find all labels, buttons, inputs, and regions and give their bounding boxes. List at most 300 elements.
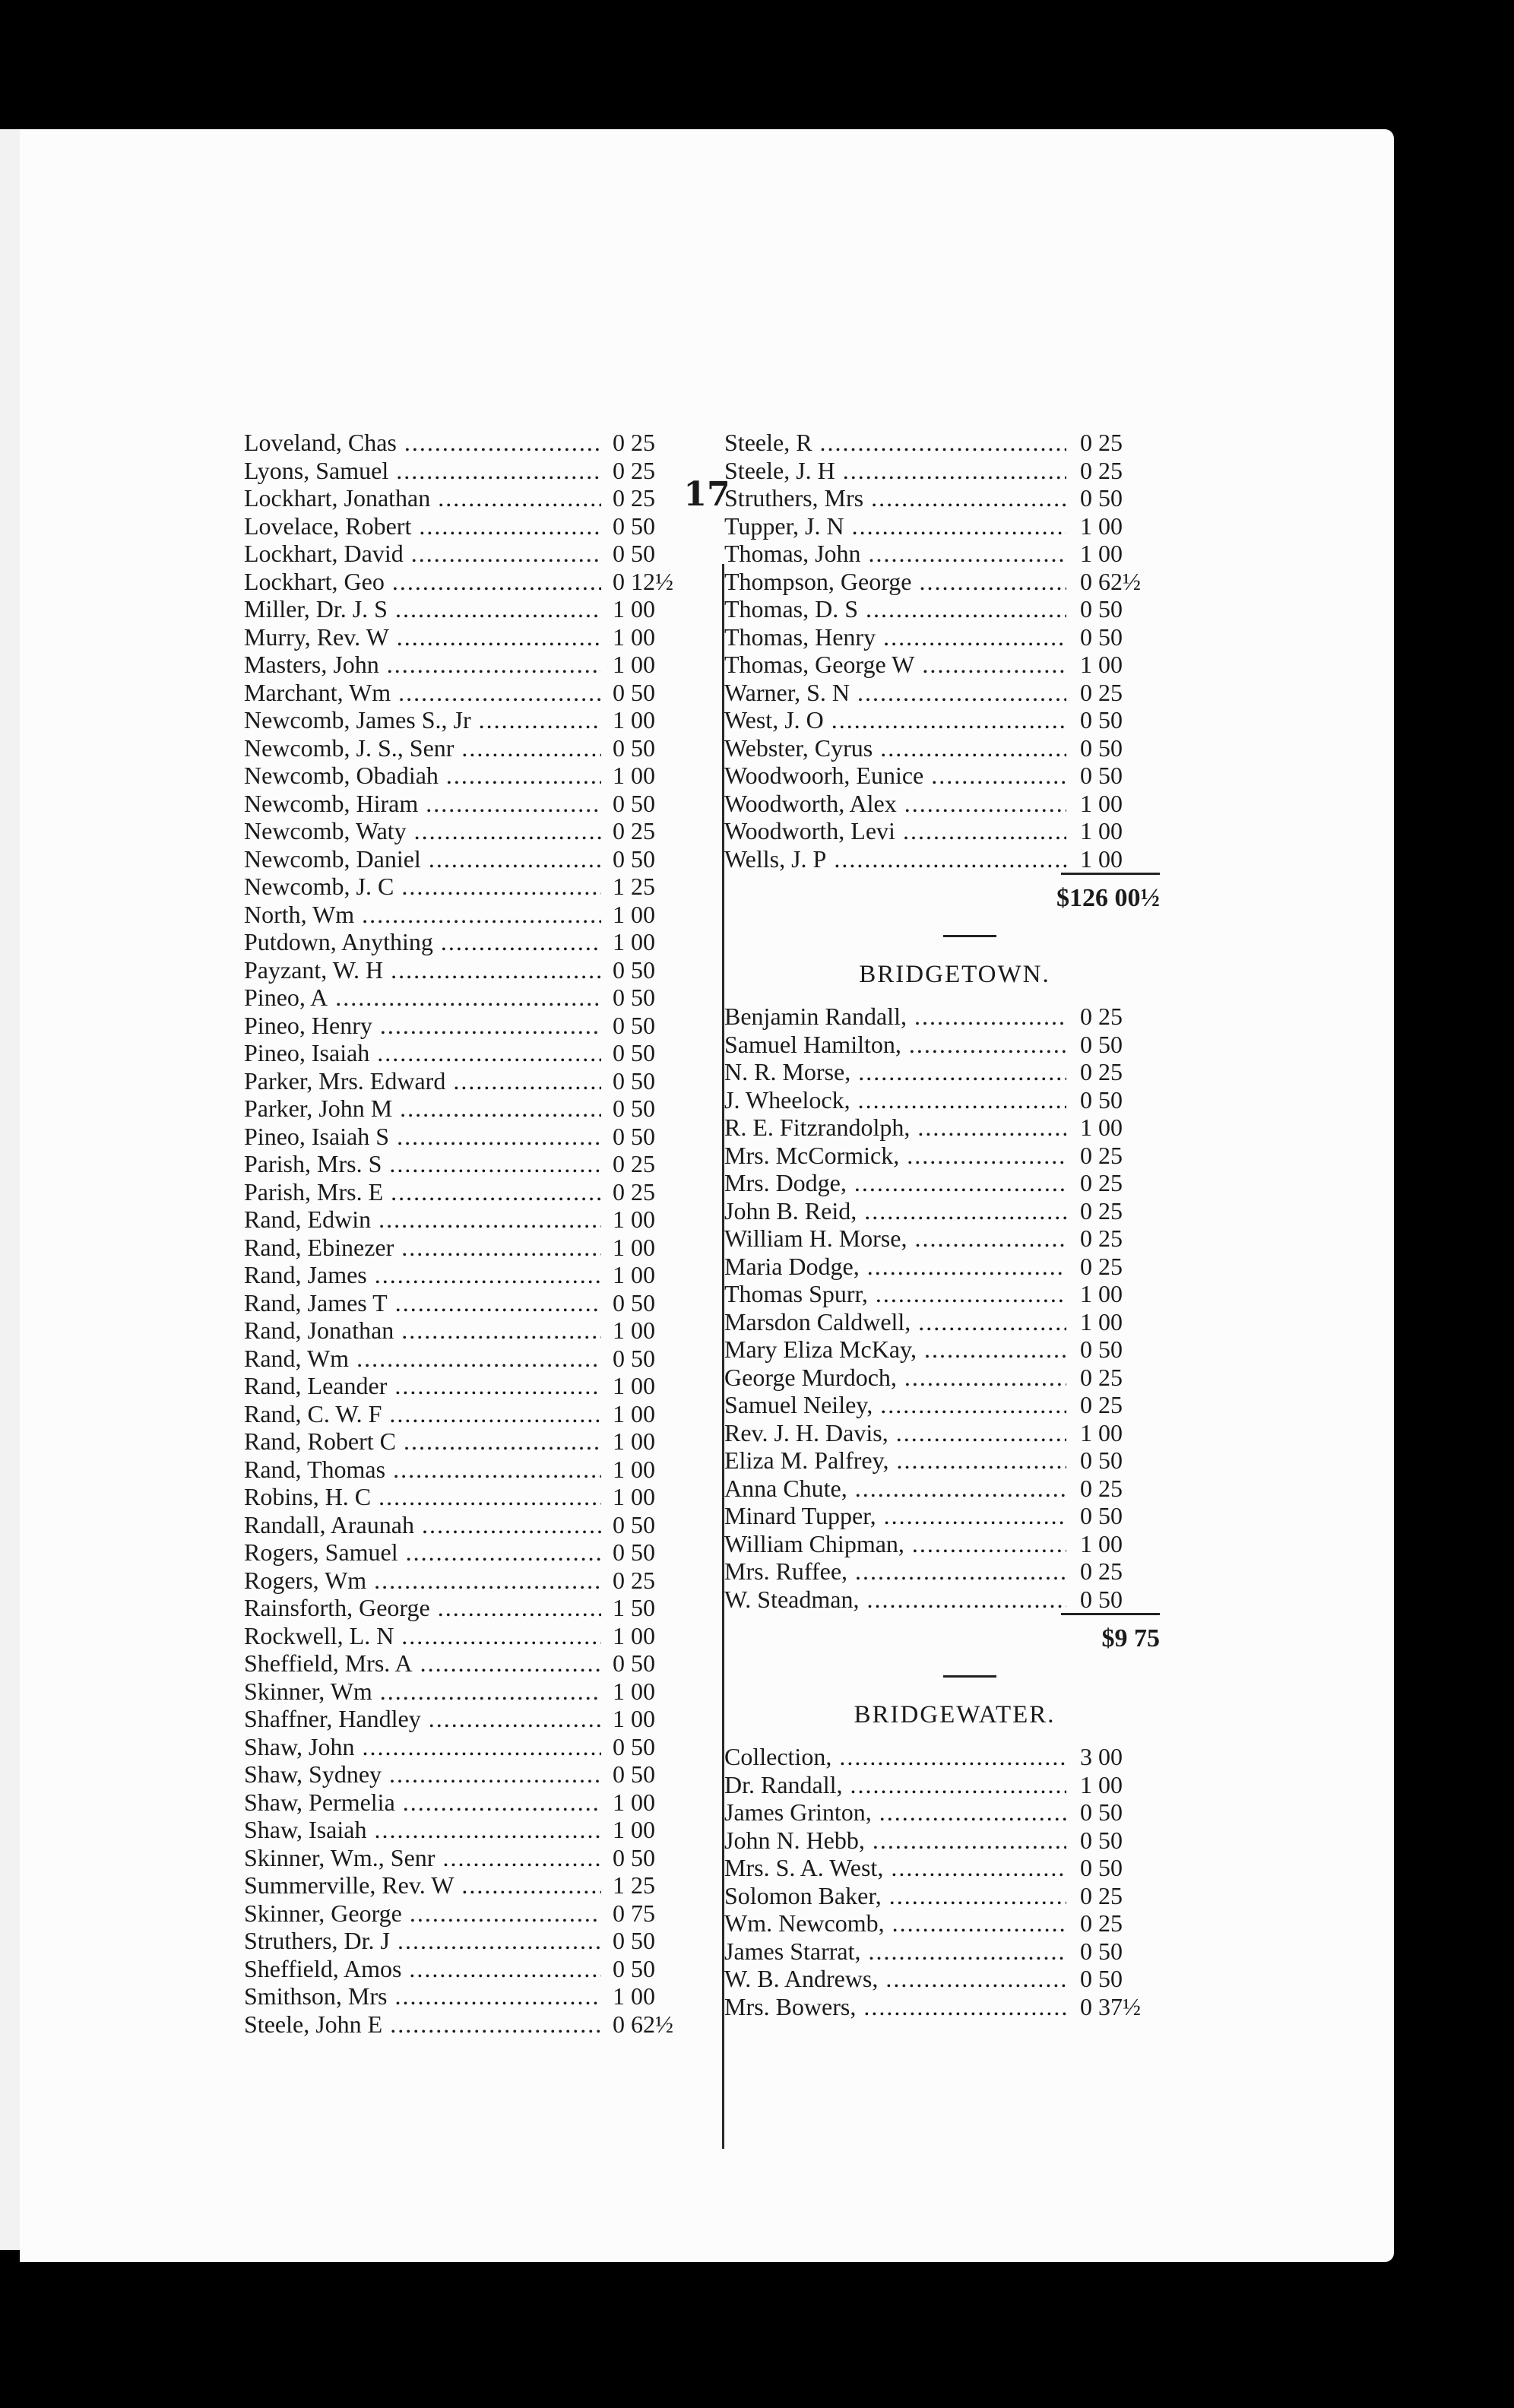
subscriber-row (244, 1289, 692, 1317)
subscription-amount: 1 00 (613, 1788, 655, 1816)
subscriber-name: Skinner, George ..... (244, 1899, 601, 1928)
subscription-amount: 0 50 (1080, 1854, 1123, 1881)
subscriber-row (704, 1798, 1160, 1827)
subscription-amount: 0 25 (613, 817, 655, 844)
subscription-amount: 1 25 (613, 1871, 655, 1899)
subscriber-row (244, 484, 692, 512)
subscriber-name: Newcomb, J. S., Senr ..... (244, 734, 601, 762)
subscription-amount: 0 50 (613, 1732, 655, 1760)
subscriber-row (704, 595, 1160, 623)
subscription-amount: 1 00 (1080, 1770, 1123, 1798)
subscription-amount: 0 50 (1080, 1085, 1123, 1114)
subscription-amount: 0 25 (1080, 1881, 1123, 1909)
subscriber-row (244, 1234, 692, 1262)
document-page (20, 129, 1394, 2262)
subscriber-name: J. Wheelock, ..... (724, 1086, 1066, 1114)
subscriber-name: Murry, Rev. W ..... (244, 623, 601, 651)
subscription-amount: 0 50 (613, 1510, 655, 1538)
subscription-amount: 1 00 (613, 900, 655, 928)
subscriber-row (244, 1067, 692, 1095)
page-number: 17 (683, 475, 730, 514)
subscriber-name: Mrs. Dodge, ..... (724, 1169, 1066, 1197)
subscription-amount: 0 25 (1080, 1363, 1123, 1391)
subscriber-row (704, 1446, 1160, 1475)
subscriber-row (704, 1058, 1160, 1086)
subscription-amount: 0 25 (1080, 1909, 1123, 1937)
subscriber-name: Wells, J. P ..... (724, 845, 1066, 873)
subscriber-row (244, 457, 692, 485)
subscription-amount: 1 00 (613, 928, 655, 955)
subscription-amount: 0 50 (1080, 706, 1123, 733)
subscription-amount: 1 00 (1080, 1418, 1123, 1446)
subscriber-row (704, 1253, 1160, 1281)
subscriber-name: Minard Tupper, ..... (724, 1502, 1066, 1530)
subscription-amount: 0 50 (613, 955, 655, 984)
subscriber-row (244, 1649, 692, 1678)
subscriber-name: Newcomb, Hiram ..... (244, 790, 601, 818)
subscriber-name: Mrs. McCormick, ..... (724, 1142, 1066, 1170)
section-rule (704, 924, 1160, 947)
subscriber-name: Newcomb, Daniel ..... (244, 845, 601, 873)
subscriber-name: Miller, Dr. J. S ..... (244, 595, 601, 623)
subscriber-row (244, 1955, 692, 1983)
subscriber-row (244, 901, 692, 929)
subscription-amount: 1 00 (613, 623, 655, 651)
subscriber-row (704, 429, 1160, 457)
subscriber-row (244, 1372, 692, 1400)
subscriber-name: Parish, Mrs. S ..... (244, 1150, 601, 1178)
subscriber-row (244, 651, 692, 679)
subscriber-row (244, 1427, 692, 1456)
subscriber-row (704, 1419, 1160, 1447)
subscriber-row (244, 1594, 692, 1622)
subscriber-name: Masters, John ..... (244, 651, 601, 679)
subscriber-name: Rand, Wm ..... (244, 1345, 601, 1373)
subscription-amount: 1 00 (613, 1982, 655, 2010)
subscriber-name: Randall, Araunah ..... (244, 1511, 601, 1539)
subscription-amount: 1 00 (613, 762, 655, 789)
subscriber-name: Shaw, John ..... (244, 1733, 601, 1761)
subscriber-row (244, 1095, 692, 1123)
subscriber-name: Putdown, Anything ..... (244, 928, 601, 956)
subscription-amount: 0 50 (613, 1538, 655, 1566)
subscription-amount: 0 37½ (1080, 1992, 1141, 2020)
subscription-amount: 1 00 (613, 1621, 655, 1649)
subscription-amount: 1 25 (613, 873, 655, 900)
subscriber-row (244, 1982, 692, 2010)
subscriber-row (704, 1364, 1160, 1392)
subscriber-name: Thomas Spurr, ..... (724, 1280, 1066, 1308)
subscriber-name: Steele, John E ..... (244, 2010, 601, 2039)
subscription-amount: 1 00 (613, 1816, 655, 1843)
subscriber-row (704, 1086, 1160, 1114)
subscription-amount: 0 50 (1080, 762, 1123, 789)
subscriber-row (704, 1475, 1160, 1503)
subscriber-row (244, 1206, 692, 1234)
subscription-amount: 0 25 (1080, 1196, 1123, 1225)
subscriber-row (704, 651, 1160, 679)
subscription-amount: 0 50 (613, 1649, 655, 1677)
subscription-amount: 0 50 (1080, 1826, 1123, 1854)
subscriber-name: W. B. Andrews, ..... (724, 1965, 1066, 1993)
subscription-amount: 0 50 (1080, 1937, 1123, 1965)
subscriber-row (704, 1142, 1160, 1170)
subscriber-row (244, 706, 692, 734)
subscription-amount: 1 00 (613, 1427, 655, 1455)
subscription-amount: 0 50 (613, 1039, 655, 1066)
subscription-amount: 1 00 (1080, 1280, 1123, 1307)
subscriber-name: Rand, Thomas ..... (244, 1456, 601, 1484)
subscriber-row (704, 1169, 1160, 1197)
subscriber-row (244, 1012, 692, 1040)
subscriber-name: Mrs. Bowers, ..... (724, 1993, 1066, 2021)
subscription-amount: 1 00 (1080, 1307, 1123, 1335)
subscriber-name: William Chipman, ..... (724, 1530, 1066, 1558)
subscriber-name: Rand, Robert C ..... (244, 1427, 601, 1456)
subscriber-name: Newcomb, Obadiah ..... (244, 762, 601, 790)
subscription-amount: 0 25 (1080, 1169, 1123, 1196)
subscriber-row (704, 568, 1160, 596)
subscriber-name: Pineo, Isaiah ..... (244, 1039, 601, 1067)
subscriber-name: Woodworth, Levi ..... (724, 817, 1066, 845)
subscriber-row (704, 1114, 1160, 1142)
subscriber-name: Sheffield, Mrs. A ..... (244, 1649, 601, 1678)
subscription-amount: 0 25 (1080, 1058, 1123, 1085)
subscription-amount: 0 25 (1080, 1474, 1123, 1502)
subscriber-row (704, 706, 1160, 734)
right-list-first (704, 429, 1160, 873)
subscriber-name: Pineo, Isaiah S ..... (244, 1123, 601, 1151)
subscription-amount: 1 00 (1080, 540, 1123, 567)
subscriber-row (704, 1882, 1160, 1910)
subscription-amount: 0 50 (613, 1122, 655, 1150)
subscriber-row (704, 817, 1160, 845)
subscriber-name: Newcomb, James S., Jr ..... (244, 706, 601, 734)
subscriber-name: Rogers, Wm ..... (244, 1567, 601, 1595)
subscription-amount: 0 50 (613, 1011, 655, 1039)
subscriber-name: North, Wm ..... (244, 901, 601, 929)
subscriber-row (244, 1622, 692, 1650)
subscriber-row (704, 1391, 1160, 1419)
left-subscriber-column (244, 429, 692, 2038)
subscriber-name: Rainsforth, George ..... (244, 1594, 601, 1622)
subscriber-name: N. R. Morse, ..... (724, 1058, 1066, 1086)
subscription-amount: 1 00 (1080, 844, 1123, 873)
subscriber-name: Skinner, Wm., Senr ..... (244, 1844, 601, 1872)
subscription-amount: 1 00 (613, 1316, 655, 1344)
subscriber-row (704, 1993, 1160, 2021)
subscriber-row (244, 568, 692, 596)
subscriber-name: Woodworth, Alex ..... (724, 790, 1066, 818)
subscriber-name: Thomas, George W ..... (724, 651, 1066, 679)
subscriber-name: James Starrat, ..... (724, 1937, 1066, 1966)
subscription-amount: 0 50 (613, 733, 655, 762)
subscription-amount: 0 25 (1080, 1252, 1123, 1280)
subscriber-row (704, 845, 1160, 873)
subscriber-row (704, 1557, 1160, 1586)
subscriber-name: Lockhart, Geo ..... (244, 568, 601, 596)
subscriber-name: John B. Reid, ..... (724, 1197, 1066, 1225)
subscriber-row (244, 1678, 692, 1706)
subscriber-row (704, 679, 1160, 707)
subscription-amount: 0 50 (1080, 1965, 1123, 1992)
subscriber-row (244, 817, 692, 845)
book-binding-edge (0, 129, 22, 2250)
subscriber-name: Rand, Leander ..... (244, 1372, 601, 1400)
subscriber-row (704, 1965, 1160, 1993)
subscription-amount: 0 50 (613, 844, 655, 873)
subscriber-row (704, 790, 1160, 818)
subscription-amount: 0 50 (613, 1927, 655, 1954)
subscription-amount: 1 00 (1080, 789, 1123, 817)
subscriber-row (244, 429, 692, 457)
subscription-amount: 1 00 (1080, 512, 1123, 540)
subscriber-row (244, 1316, 692, 1345)
subscriber-name: Webster, Cyrus ..... (724, 734, 1066, 762)
subscriber-row (704, 512, 1160, 540)
subscription-amount: 0 25 (613, 1177, 655, 1206)
subscriber-row (244, 1567, 692, 1595)
subscriber-name: Rev. J. H. Davis, ..... (724, 1419, 1066, 1447)
subscriber-row (244, 956, 692, 984)
subscriber-row (704, 1225, 1160, 1253)
subscriber-name: Rockwell, L. N ..... (244, 1622, 601, 1650)
subscriber-row (244, 1483, 692, 1511)
subscriber-row (244, 679, 692, 707)
subscriber-row (704, 734, 1160, 762)
first-total: $126 00½ (1056, 884, 1160, 912)
subscription-amount: 0 50 (1080, 1585, 1123, 1613)
subscriber-row (244, 762, 692, 790)
subscriber-name: Parker, John M ..... (244, 1095, 601, 1123)
bridgewater-heading: BRIDGEWATER. (854, 1701, 1056, 1728)
subscriber-name: Rand, James T ..... (244, 1289, 601, 1317)
subscriber-row (244, 1844, 692, 1872)
subscriber-name: Parker, Mrs. Edward ..... (244, 1067, 601, 1095)
subscriber-row (704, 762, 1160, 790)
subscriber-name: Pineo, A ..... (244, 984, 601, 1012)
subscriber-name: Samuel Neiley, ..... (724, 1391, 1066, 1419)
subscriber-row (244, 1261, 692, 1289)
subscriber-row (244, 2010, 692, 2039)
subscriber-name: Struthers, Dr. J ..... (244, 1927, 601, 1955)
subscriber-name: Anna Chute, ..... (724, 1475, 1066, 1503)
subscription-amount: 0 50 (613, 1760, 655, 1788)
subscriber-name: William H. Morse, ..... (724, 1225, 1066, 1253)
subscription-amount: 1 00 (1080, 651, 1123, 678)
subscriber-name: Lockhart, David ..... (244, 540, 601, 568)
subscriber-row (704, 623, 1160, 651)
subscriber-row (704, 1308, 1160, 1336)
subscriber-row (244, 1150, 692, 1178)
subscriber-name: Solomon Baker, ..... (724, 1882, 1066, 1910)
subscriber-name: Steele, R ..... (724, 429, 1066, 457)
subscription-amount: 0 50 (613, 789, 655, 817)
subscriber-name: Lovelace, Robert ..... (244, 512, 601, 540)
subscriber-row (704, 1827, 1160, 1855)
subscriber-name: Samuel Hamilton, ..... (724, 1031, 1066, 1059)
subscriber-name: Marchant, Wm ..... (244, 679, 601, 707)
subscriber-name: Sheffield, Amos ..... (244, 1955, 601, 1983)
subscriber-row (704, 457, 1160, 485)
subscription-amount: 1 00 (613, 1455, 655, 1483)
subscriber-row (704, 1854, 1160, 1882)
bridgewater-list (704, 1743, 1160, 2020)
subscriber-name: Shaw, Permelia ..... (244, 1789, 601, 1817)
subscriber-name: Warner, S. N ..... (724, 679, 1066, 707)
subscription-amount: 1 00 (1080, 1529, 1123, 1557)
subscription-amount: 0 50 (1080, 1798, 1123, 1826)
subscriber-name: Wm. Newcomb, ..... (724, 1909, 1066, 1937)
subscriber-name: Woodwoorh, Eunice ..... (724, 762, 1066, 790)
subscriber-name: Tupper, J. N ..... (724, 512, 1066, 540)
subscriber-row (704, 540, 1160, 568)
subscriber-name: Eliza M. Palfrey, ..... (724, 1446, 1066, 1475)
subscription-amount: 0 50 (613, 678, 655, 706)
subscriber-row (704, 1937, 1160, 1966)
subscription-amount: 0 25 (1080, 678, 1123, 706)
bridgetown-list (704, 1003, 1160, 1613)
subscriber-name: Newcomb, J. C ..... (244, 873, 601, 901)
subscription-amount: 0 25 (613, 1566, 655, 1594)
subscription-amount: 1 00 (1080, 817, 1123, 844)
subscription-amount: 1 00 (613, 1705, 655, 1732)
subscriber-row (244, 1400, 692, 1428)
subscriber-row (244, 1816, 692, 1844)
subscription-amount: 0 25 (613, 484, 655, 512)
subscriber-name: R. E. Fitzrandolph, ..... (724, 1114, 1066, 1142)
subscriber-row (704, 1197, 1160, 1225)
subscriber-row (704, 1743, 1160, 1771)
subscription-amount: 1 00 (613, 1372, 655, 1399)
subscription-amount: 1 00 (613, 1677, 655, 1705)
subscriber-row (244, 1705, 692, 1733)
subscriber-name: Collection, ..... (724, 1743, 1066, 1771)
subscriber-name: Rand, James ..... (244, 1261, 601, 1289)
subscriber-row (244, 873, 692, 901)
subscriber-name: Summerville, Rev. W ..... (244, 1871, 601, 1899)
subscriber-row (244, 1760, 692, 1789)
subscriber-name: Struthers, Mrs ..... (724, 484, 1066, 512)
subscriber-name: Skinner, Wm ..... (244, 1678, 601, 1706)
subscriber-name: Maria Dodge, ..... (724, 1253, 1066, 1281)
subscription-amount: 1 00 (613, 1483, 655, 1510)
subscriber-row (244, 1345, 692, 1373)
subscriber-name: Mrs. S. A. West, ..... (724, 1854, 1066, 1882)
subscription-amount: 1 00 (613, 706, 655, 733)
subscriber-name: Newcomb, Waty ..... (244, 817, 601, 845)
subscription-amount: 1 00 (613, 651, 655, 678)
subscription-amount: 0 62½ (613, 2010, 673, 2038)
subscription-amount: 0 50 (1080, 1030, 1123, 1058)
subscription-amount: 1 00 (613, 1206, 655, 1233)
subscription-amount: 1 00 (613, 1233, 655, 1261)
subscriber-row (704, 1003, 1160, 1031)
subscription-amount: 3 00 (1080, 1743, 1123, 1770)
subscription-amount: 0 50 (1080, 595, 1123, 623)
subscriber-row (244, 1871, 692, 1899)
subscriber-name: Marsdon Caldwell, ..... (724, 1308, 1066, 1336)
subscription-amount: 0 50 (1080, 1446, 1123, 1474)
subscriber-name: Robins, H. C ..... (244, 1483, 601, 1511)
subscription-amount: 0 50 (613, 1066, 655, 1095)
subscription-amount: 0 25 (613, 429, 655, 456)
subscription-amount: 0 50 (1080, 1335, 1123, 1363)
subscriber-row (704, 1771, 1160, 1799)
subscription-amount: 1 00 (613, 1399, 655, 1427)
subscriber-row (704, 1335, 1160, 1364)
subscriber-row (244, 1538, 692, 1567)
subscriber-row (244, 790, 692, 818)
subscription-amount: 0 50 (613, 984, 655, 1011)
subscriber-row (704, 1909, 1160, 1937)
subscriber-name: Shaw, Isaiah ..... (244, 1816, 601, 1844)
subscriber-name: Steele, J. H ..... (724, 457, 1066, 485)
subscription-amount: 0 75 (613, 1899, 655, 1927)
subscriber-row (244, 1789, 692, 1817)
subscriber-row (244, 1039, 692, 1067)
subscription-amount: 0 25 (1080, 429, 1123, 456)
subscriber-name: Rand, Edwin ..... (244, 1206, 601, 1234)
subscriber-name: Shaw, Sydney ..... (244, 1760, 601, 1789)
subscriber-name: John N. Hebb, ..... (724, 1827, 1066, 1855)
subscription-amount: 0 25 (1080, 1225, 1123, 1252)
subscription-amount: 0 25 (1080, 1003, 1123, 1030)
subscriber-name: Loveland, Chas ..... (244, 429, 601, 457)
subscriber-row (244, 928, 692, 956)
subscription-amount: 0 25 (613, 456, 655, 484)
subscription-amount: 1 00 (1080, 1114, 1123, 1141)
subscriber-row (704, 1031, 1160, 1059)
subscriber-name: Thomas, John ..... (724, 540, 1066, 568)
subscriber-name: Mary Eliza McKay, ..... (724, 1335, 1066, 1364)
subscriber-row (244, 623, 692, 651)
subscriber-row (704, 1280, 1160, 1308)
subscription-amount: 0 25 (1080, 456, 1123, 484)
subscriber-row (704, 1586, 1160, 1614)
subscriber-row (244, 540, 692, 568)
subscriber-row (244, 1733, 692, 1761)
subscriber-name: Rand, C. W. F ..... (244, 1400, 601, 1428)
first-total-row (704, 873, 1160, 924)
subscriber-name: Smithson, Mrs ..... (244, 1982, 601, 2010)
subscriber-name: Rogers, Samuel ..... (244, 1538, 601, 1567)
subscription-amount: 0 50 (1080, 733, 1123, 762)
subscription-amount: 0 50 (1080, 484, 1123, 512)
subscriber-name: Thomas, D. S ..... (724, 595, 1066, 623)
subscriber-name: Lyons, Samuel ..... (244, 457, 601, 485)
subscriber-name: Benjamin Randall, ..... (724, 1003, 1066, 1031)
subscriber-row (244, 1511, 692, 1539)
subscriber-row (704, 1530, 1160, 1558)
subscriber-name: George Murdoch, ..... (724, 1364, 1066, 1392)
subscriber-name: Thomas, Henry ..... (724, 623, 1066, 651)
subscription-amount: 0 25 (613, 1150, 655, 1177)
subscriber-name: Rand, Ebinezer ..... (244, 1234, 601, 1262)
subscription-amount: 0 50 (1080, 623, 1123, 651)
subscriber-name: Mrs. Ruffee, ..... (724, 1557, 1066, 1586)
subscriber-row (244, 845, 692, 873)
subscription-amount: 0 50 (613, 1843, 655, 1871)
subscriber-row (244, 984, 692, 1012)
bridgetown-total-row (704, 1613, 1160, 1665)
subscriber-row (704, 484, 1160, 512)
subscription-amount: 0 25 (1080, 1391, 1123, 1418)
subscription-amount: 1 00 (613, 1261, 655, 1288)
subscriber-row (244, 1178, 692, 1206)
subscriber-name: Payzant, W. H ..... (244, 956, 601, 984)
subscriber-row (244, 734, 692, 762)
